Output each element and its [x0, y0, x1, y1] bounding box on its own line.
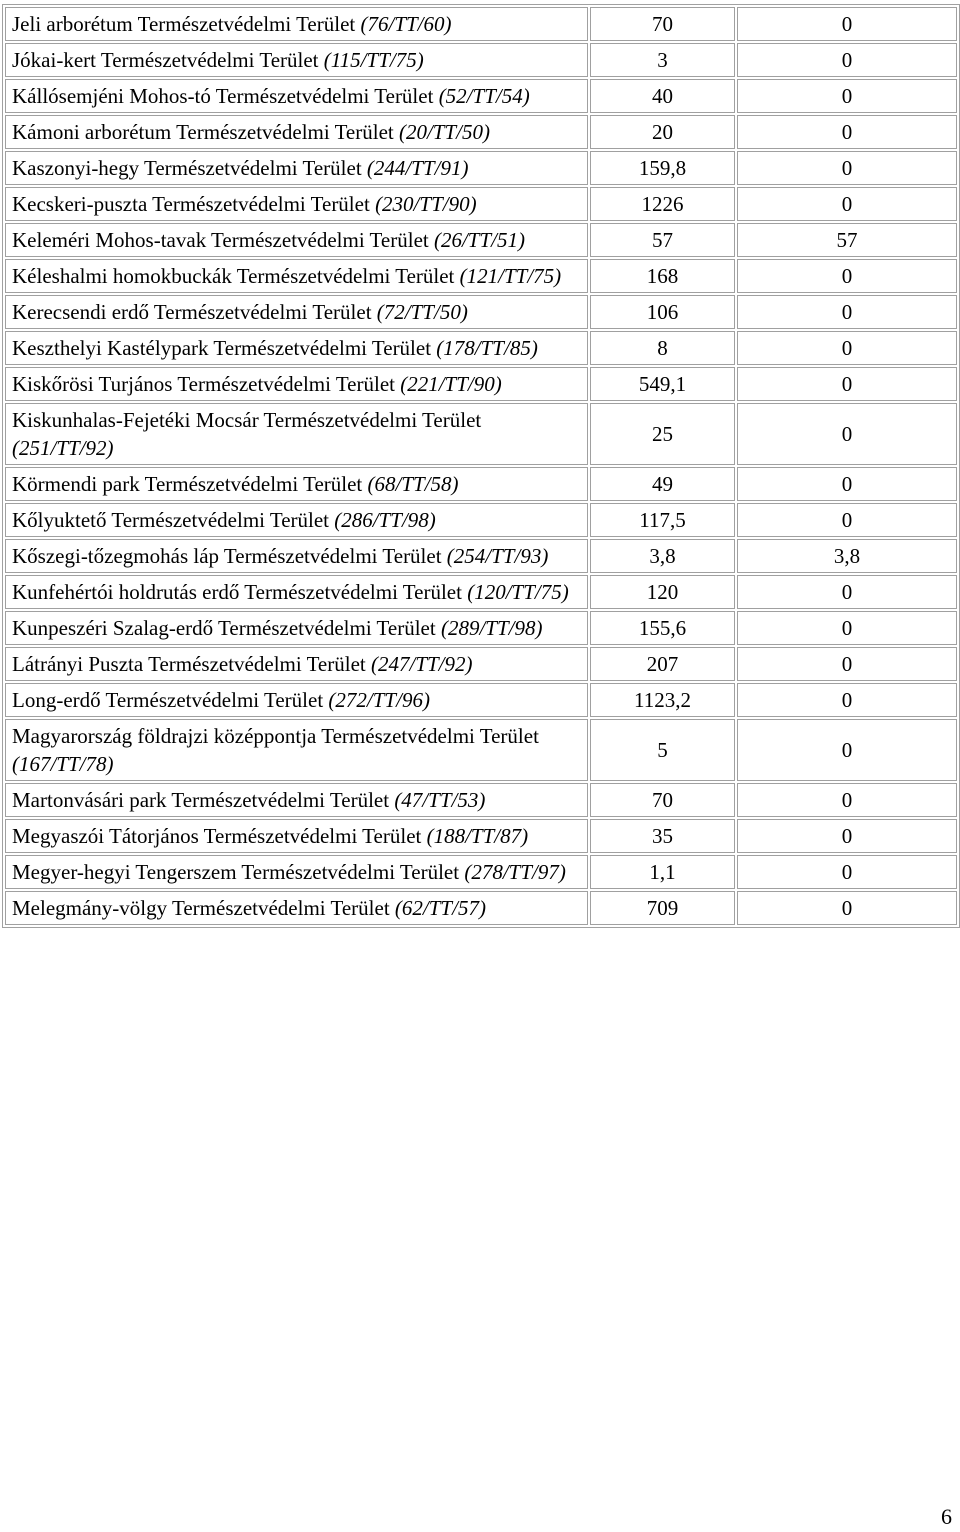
area-code: (178/TT/85)	[436, 336, 538, 360]
table-row	[5, 295, 957, 329]
area-code: (76/TT/60)	[360, 12, 452, 36]
protected-size: 0	[737, 403, 957, 465]
table-row	[5, 115, 957, 149]
table-row	[5, 819, 957, 853]
area-size: 1,1	[590, 855, 735, 889]
area-name: Jókai-kert Természetvédelmi Terület	[12, 48, 319, 72]
area-name: Keszthelyi Kastélypark Természetvédelmi Terület	[12, 336, 432, 360]
protected-size: 57	[737, 223, 957, 257]
area-name-cell	[5, 647, 588, 681]
area-code: (230/TT/90)	[375, 192, 477, 216]
area-name-cell	[5, 259, 588, 293]
table-row	[5, 719, 957, 781]
area-name-cell	[5, 891, 588, 925]
area-size: 5	[590, 719, 735, 781]
table-row	[5, 7, 957, 41]
protected-size: 0	[737, 611, 957, 645]
area-size: 57	[590, 223, 735, 257]
table-row	[5, 403, 957, 465]
protected-size: 0	[737, 331, 957, 365]
table-row	[5, 683, 957, 717]
area-code: (20/TT/50)	[398, 120, 490, 144]
area-code: (254/TT/93)	[446, 544, 549, 568]
protected-size: 0	[737, 151, 957, 185]
area-name-cell	[5, 295, 588, 329]
area-size: 8	[590, 331, 735, 365]
table-row	[5, 575, 957, 609]
protected-areas-table	[2, 4, 960, 928]
table-row	[5, 43, 957, 77]
area-size: 709	[590, 891, 735, 925]
area-size: 168	[590, 259, 735, 293]
area-code: (68/TT/58)	[367, 472, 459, 496]
area-size: 155,6	[590, 611, 735, 645]
area-name: Látrányi Puszta Természetvédelmi Terület	[12, 652, 366, 676]
area-name: Keleméri Mohos-tavak Természetvédelmi Terület	[12, 228, 429, 252]
area-name-cell	[5, 467, 588, 501]
area-size: 40	[590, 79, 735, 113]
area-size: 1226	[590, 187, 735, 221]
area-name-cell	[5, 367, 588, 401]
area-name-cell	[5, 223, 588, 257]
area-name: Jeli arborétum Természetvédelmi Terület	[12, 12, 356, 36]
area-name: Long-erdő Természetvédelmi Terület	[12, 688, 324, 712]
table-row	[5, 259, 957, 293]
protected-size: 0	[737, 115, 957, 149]
area-code: (47/TT/53)	[394, 788, 486, 812]
area-name: Kaszonyi-hegy Természetvédelmi Terület	[12, 156, 362, 180]
area-name-cell	[5, 151, 588, 185]
area-name-cell	[5, 79, 588, 113]
area-code: (188/TT/87)	[426, 824, 529, 848]
area-name: Kéleshalmi homokbuckák Természetvédelmi Terület	[12, 264, 455, 288]
protected-size: 0	[737, 43, 957, 77]
area-name-cell	[5, 503, 588, 537]
area-name: Martonvásári park Természetvédelmi Terület	[12, 788, 390, 812]
area-name-cell	[5, 683, 588, 717]
area-code: (167/TT/78)	[12, 752, 114, 776]
area-name-cell	[5, 855, 588, 889]
area-name: Megyer-hegyi Tengerszem Természetvédelmi Terület	[12, 860, 460, 884]
area-code: (272/TT/96)	[328, 688, 430, 712]
area-name: Kunfehértói holdrutás erdő Természetvédelmi Terület	[12, 580, 462, 604]
area-name: Kőszegi-tőzegmohás láp Természetvédelmi Terület	[12, 544, 442, 568]
area-name-cell	[5, 783, 588, 817]
protected-size: 0	[737, 367, 957, 401]
protected-size: 0	[737, 259, 957, 293]
area-code: (286/TT/98)	[334, 508, 436, 532]
table-row	[5, 611, 957, 645]
area-size: 3	[590, 43, 735, 77]
area-size: 549,1	[590, 367, 735, 401]
protected-size: 0	[737, 295, 957, 329]
protected-size: 0	[737, 7, 957, 41]
area-name-cell	[5, 115, 588, 149]
area-code: (26/TT/51)	[433, 228, 525, 252]
area-size: 117,5	[590, 503, 735, 537]
area-size: 1123,2	[590, 683, 735, 717]
area-name: Magyarország földrajzi középpontja Természetvédelmi Terület	[12, 724, 539, 748]
area-name-cell	[5, 403, 588, 465]
protected-size: 0	[737, 855, 957, 889]
table-row	[5, 223, 957, 257]
page-number: 6	[941, 1504, 952, 1529]
area-code: (244/TT/91)	[366, 156, 469, 180]
area-name: Kiskunhalas-Fejetéki Mocsár Természetvédelmi Terület	[12, 408, 482, 432]
area-name-cell	[5, 575, 588, 609]
area-code: (52/TT/54)	[438, 84, 530, 108]
area-code: (247/TT/92)	[371, 652, 473, 676]
area-name: Kállósemjéni Mohos-tó Természetvédelmi Terület	[12, 84, 434, 108]
table-row	[5, 647, 957, 681]
table-row	[5, 187, 957, 221]
protected-size: 0	[737, 187, 957, 221]
area-size: 120	[590, 575, 735, 609]
area-name: Melegmány-völgy Természetvédelmi Terület	[12, 896, 390, 920]
protected-size: 0	[737, 647, 957, 681]
area-name: Kámoni arborétum Természetvédelmi Terület	[12, 120, 394, 144]
protected-size: 0	[737, 783, 957, 817]
area-name-cell	[5, 719, 588, 781]
table-row	[5, 503, 957, 537]
protected-size: 0	[737, 79, 957, 113]
area-code: (289/TT/98)	[440, 616, 543, 640]
table-row	[5, 891, 957, 925]
area-name: Kunpeszéri Szalag-erdő Természetvédelmi Terület	[12, 616, 436, 640]
area-name: Kerecsendi erdő Természetvédelmi Terület	[12, 300, 372, 324]
area-code: (62/TT/57)	[394, 896, 486, 920]
area-code: (251/TT/92)	[12, 436, 114, 460]
area-name-cell	[5, 611, 588, 645]
area-name: Körmendi park Természetvédelmi Terület	[12, 472, 363, 496]
area-size: 20	[590, 115, 735, 149]
area-name: Kőlyuktető Természetvédelmi Terület	[12, 508, 330, 532]
protected-size: 0	[737, 819, 957, 853]
protected-size: 0	[737, 683, 957, 717]
area-name-cell	[5, 539, 588, 573]
protected-size: 0	[737, 467, 957, 501]
table-body	[5, 7, 957, 925]
area-name: Kecskeri-puszta Természetvédelmi Terület	[12, 192, 370, 216]
table-row	[5, 855, 957, 889]
area-size: 70	[590, 7, 735, 41]
area-code: (120/TT/75)	[467, 580, 569, 604]
protected-size: 0	[737, 719, 957, 781]
area-code: (278/TT/97)	[464, 860, 566, 884]
table-row	[5, 331, 957, 365]
area-name-cell	[5, 7, 588, 41]
protected-size: 0	[737, 575, 957, 609]
area-size: 35	[590, 819, 735, 853]
table-row	[5, 467, 957, 501]
table-row	[5, 539, 957, 573]
protected-size: 0	[737, 891, 957, 925]
area-size: 159,8	[590, 151, 735, 185]
area-name-cell	[5, 187, 588, 221]
table-row	[5, 79, 957, 113]
area-size: 25	[590, 403, 735, 465]
table-row	[5, 151, 957, 185]
area-name-cell	[5, 331, 588, 365]
table-row	[5, 367, 957, 401]
area-size: 3,8	[590, 539, 735, 573]
table-row	[5, 783, 957, 817]
area-code: (115/TT/75)	[323, 48, 424, 72]
protected-size: 0	[737, 503, 957, 537]
area-size: 49	[590, 467, 735, 501]
area-name-cell	[5, 819, 588, 853]
area-code: (121/TT/75)	[459, 264, 562, 288]
area-size: 207	[590, 647, 735, 681]
area-name: Megyaszói Tátorjános Természetvédelmi Terület	[12, 824, 422, 848]
area-name-cell	[5, 43, 588, 77]
area-size: 70	[590, 783, 735, 817]
area-code: (72/TT/50)	[376, 300, 468, 324]
protected-size: 3,8	[737, 539, 957, 573]
area-code: (221/TT/90)	[400, 372, 502, 396]
area-size: 106	[590, 295, 735, 329]
area-name: Kiskőrösi Turjános Természetvédelmi Terület	[12, 372, 395, 396]
